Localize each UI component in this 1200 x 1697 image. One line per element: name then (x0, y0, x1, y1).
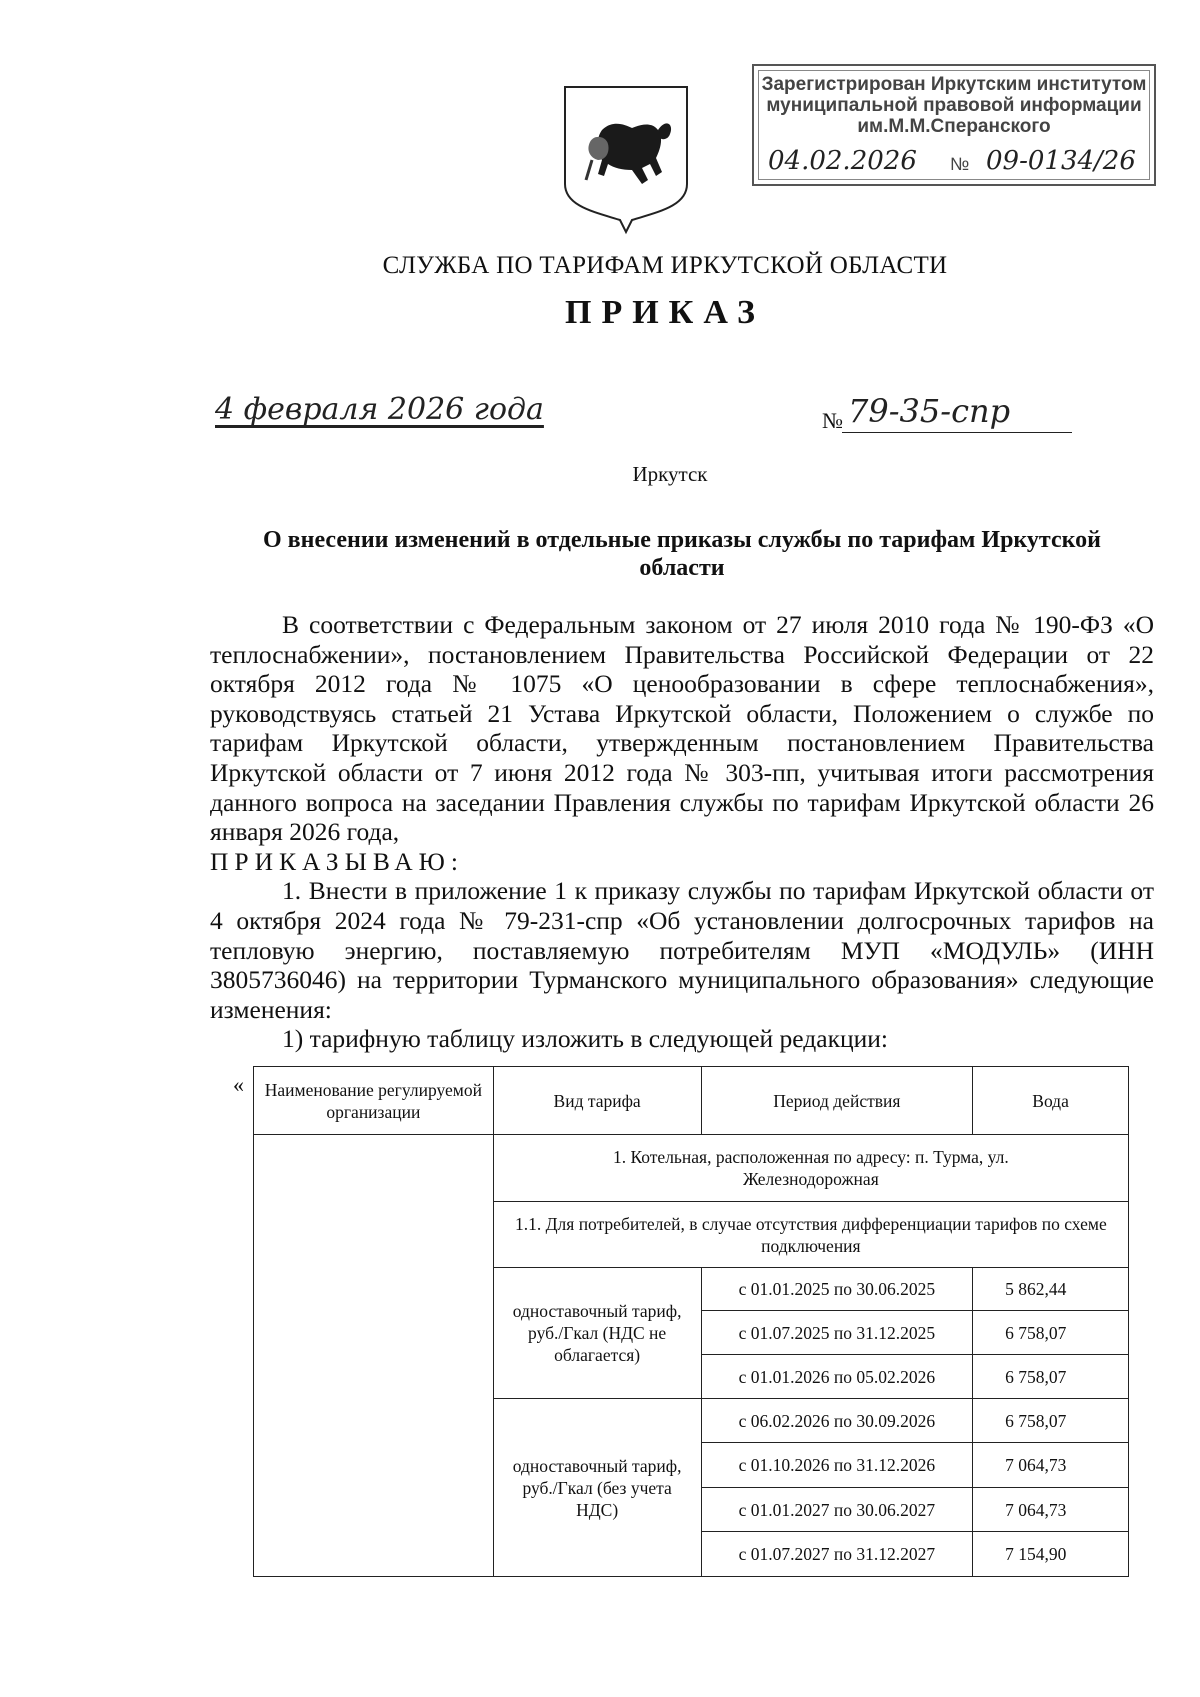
heading-line-1: О внесении изменений в отдельные приказы службы по тарифам Иркутской (263, 527, 1101, 553)
irkutsk-coat-of-arms-icon (562, 84, 690, 236)
agency-name: СЛУЖБА ПО ТАРИФАМ ИРКУТСКОЙ ОБЛАСТИ (382, 252, 948, 279)
period-cell: с 01.01.2026 по 05.02.2026 (701, 1355, 973, 1399)
order-number: 79-35-спр (848, 392, 1011, 430)
value-cell: 6 758,07 (973, 1311, 1129, 1355)
period-cell: с 06.02.2026 по 30.09.2026 (701, 1399, 973, 1443)
value-cell: 5 862,44 (973, 1268, 1129, 1311)
value-cell: 7 064,73 (973, 1488, 1129, 1532)
table-header-row (254, 1067, 1129, 1135)
section-title: 1. Котельная, расположенная по адресу: п. Турма, ул. Железнодорожная (493, 1135, 1128, 1202)
subsection-title: 1.1. Для потребителей, в случае отсутствия дифференциации тарифов по схеме подключения (493, 1202, 1128, 1268)
stamp-line-2: муниципальной правовой информации (766, 95, 1142, 116)
intro-paragraph: В соответствии с Федеральным законом от 27 июля 2010 года № 190-ФЗ «О теплоснабжении», постановлением Правительства Российской Федерации от 22 октября 2012 года № 1075 «О ценообразовании в сфере теплоснабжения», руководствуясь статьей 21 Устава Иркутской области, Положением о службе по тарифам Иркутской области, утвержденным постановлением Правительства Иркутской области от 7 июня 2012 года № 303-пп, учитывая итоги рассмотрения данного вопроса на заседании Правления службы по тарифам Иркутской области 26 января 2026 года, (210, 610, 1154, 847)
header-water: Вода (973, 1067, 1129, 1135)
value-cell: 6 758,07 (973, 1355, 1129, 1399)
order-date: 4 февраля 2026 года (215, 392, 544, 427)
value-cell: 7 064,73 (973, 1443, 1129, 1488)
tariff-type-cell: одноставочный тариф, руб./Гкал (НДС не облагается) (493, 1268, 701, 1399)
tariff-type-cell: одноставочный тариф, руб./Гкал (без учета НДС) (493, 1399, 701, 1577)
registration-stamp (752, 64, 1156, 186)
order-word: ПРИКАЗЫВАЮ: (210, 846, 464, 876)
document-title: ПРИКАЗ (565, 294, 765, 331)
value-cell: 7 154,90 (973, 1532, 1129, 1577)
city: Иркутск (632, 462, 708, 486)
document-heading (212, 526, 1152, 582)
subitem-1-paragraph: 1) тарифную таблицу изложить в следующей редакции: (282, 1024, 888, 1054)
opening-quote-mark: « (233, 1072, 244, 1097)
period-cell: с 01.07.2027 по 31.12.2027 (701, 1532, 973, 1577)
stamp-line-3: им.М.М.Сперанского (857, 116, 1051, 137)
item-1-paragraph: 1. Внести в приложение 1 к приказу службы по тарифам Иркутской области от 4 октября 2024 года № 79-231-спр «Об установлении долгосрочных тарифов на тепловую энергию, поставляемую потребителям МУП «МОДУЛЬ» (ИНН 3805736046) на территории Турманского муниципального образования» следующие изменения: (210, 876, 1154, 1024)
header-organization: Наименование регулируемой организации (254, 1067, 494, 1135)
section-row (254, 1135, 1129, 1202)
value-cell: 6 758,07 (973, 1399, 1129, 1443)
period-cell: с 01.10.2026 по 31.12.2026 (701, 1443, 973, 1488)
stamp-line-1: Зарегистрирован Иркутским институтом (761, 74, 1147, 95)
header-period: Период действия (701, 1067, 973, 1135)
heading-line-2: области (639, 555, 725, 581)
document-body (210, 610, 1154, 1054)
organization-cell (254, 1135, 494, 1577)
order-number-underline (842, 432, 1072, 433)
period-cell: с 01.01.2027 по 30.06.2027 (701, 1488, 973, 1532)
stamp-number: 09-0134/26 (986, 146, 1136, 176)
header-tariff-type: Вид тарифа (493, 1067, 701, 1135)
period-cell: с 01.07.2025 по 31.12.2025 (701, 1311, 973, 1355)
tariff-table (253, 1066, 1129, 1577)
stamp-date: 04.02.2026 (768, 146, 917, 176)
period-cell: с 01.01.2025 по 30.06.2025 (701, 1268, 973, 1311)
stamp-number-label: № (950, 154, 970, 174)
order-number-label: № (822, 408, 843, 433)
